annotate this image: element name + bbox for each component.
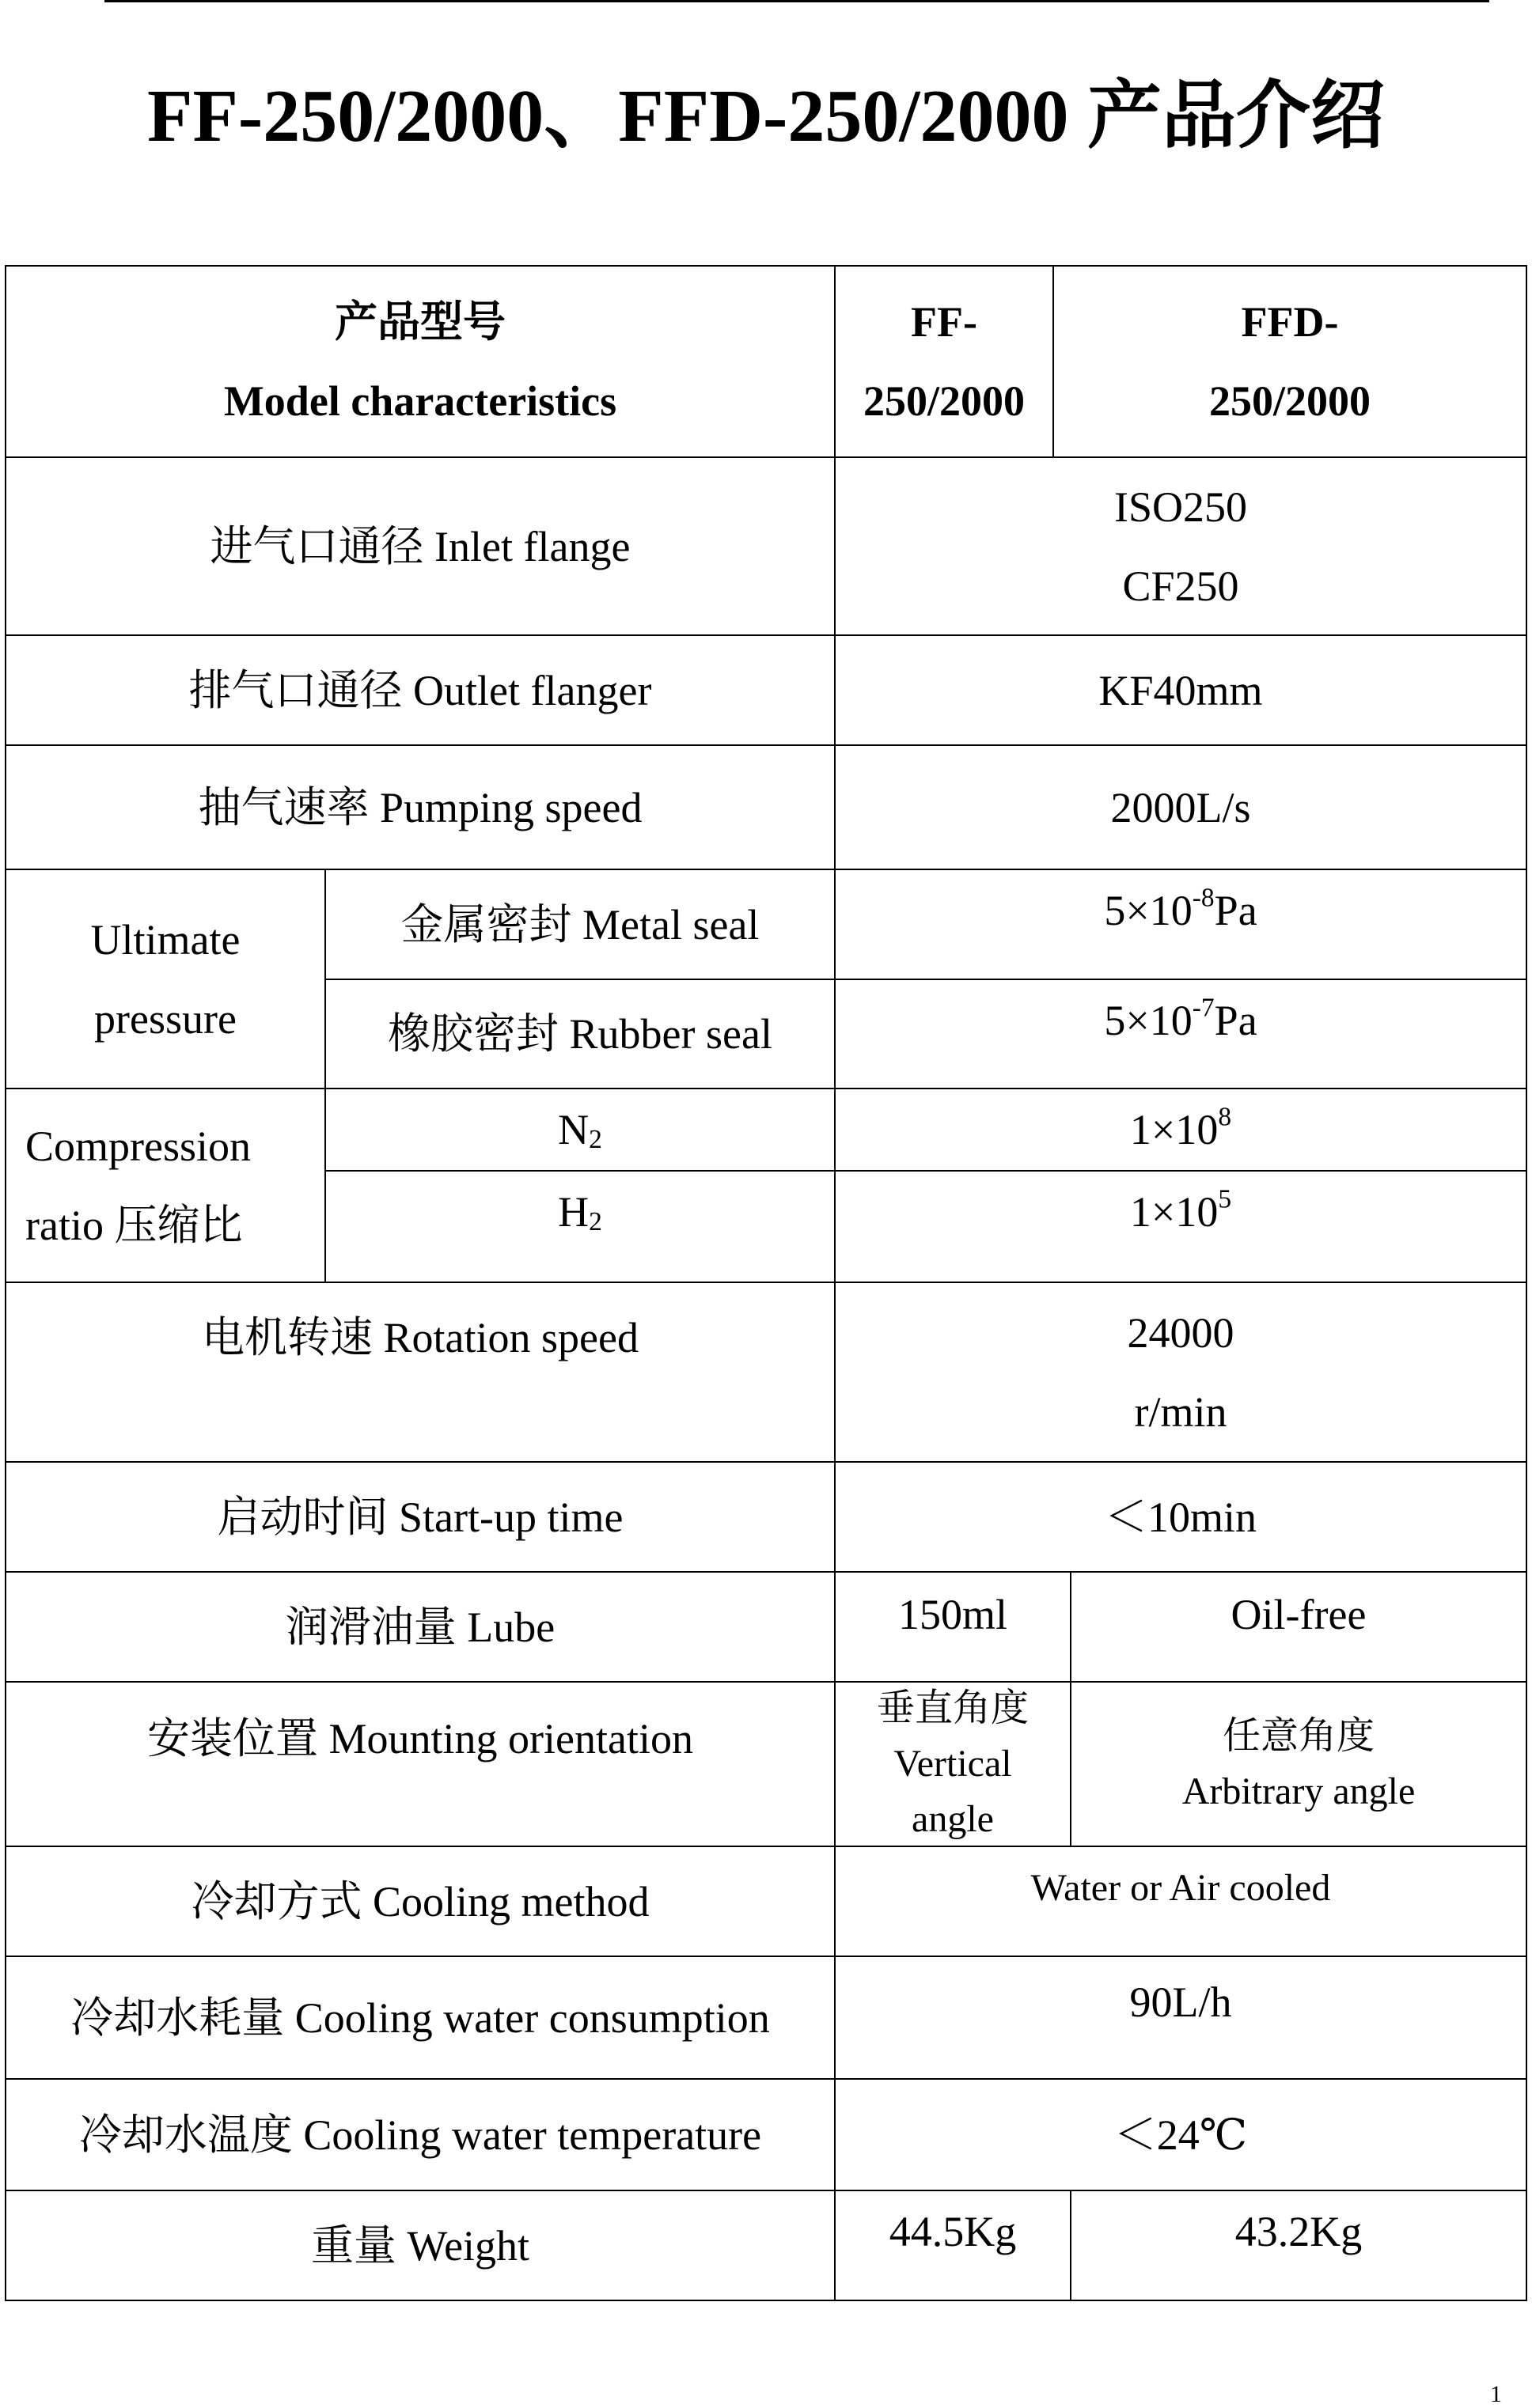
outlet-label: 排气口通径 Outlet flanger (5, 634, 836, 746)
header-label-en: Model characteristics (223, 377, 617, 425)
header-model-ffd: FFD- 250/2000 (1052, 265, 1527, 458)
top-rule (104, 0, 1489, 2)
water-temperature-label: 冷却水温度 Cooling water temperature (5, 2078, 836, 2191)
weight-value-ff: 44.5Kg (834, 2190, 1071, 2301)
pumping-speed-value: 2000L/s (834, 744, 1527, 870)
lube-value-ff: 150ml (834, 1571, 1071, 1683)
page-title: FF-250/2000、FFD-250/2000 产品介绍 (147, 75, 1385, 157)
water-consumption-value: 90L/h (834, 1956, 1527, 2080)
mounting-value-ff: 垂直角度 Vertical angle (834, 1681, 1071, 1847)
mounting-label: 安装位置 Mounting orientation (5, 1681, 836, 1847)
inlet-label: 进气口通径 Inlet flange (5, 456, 836, 636)
water-consumption-label: 冷却水耗量 Cooling water consumption (5, 1956, 836, 2080)
weight-value-ffd: 43.2Kg (1070, 2190, 1527, 2301)
metal-seal-label: 金属密封 Metal seal (324, 869, 836, 980)
lube-value-ffd: Oil-free (1070, 1571, 1527, 1683)
startup-time-value: ＜10min (834, 1461, 1527, 1573)
pumping-speed-label: 抽气速率 Pumping speed (5, 744, 836, 870)
inlet-value: ISO250 CF250 (834, 456, 1527, 636)
compression-ratio-label: Compression ratio 压缩比 (5, 1088, 326, 1283)
rotation-speed-label: 电机转速 Rotation speed (5, 1282, 836, 1463)
h2-value: $1\times 10^5$ (834, 1170, 1527, 1283)
metal-seal-value: $5\times 10^{-8}Pa$ (834, 869, 1527, 980)
header-model-label (5, 265, 836, 458)
outlet-value: KF40mm (834, 634, 1527, 746)
n2-value: $1\times 10^8$ (834, 1088, 1527, 1172)
h2-label: $H_2$ (324, 1170, 836, 1283)
weight-label: 重量 Weight (5, 2190, 836, 2301)
mounting-value-ffd: 任意角度 Arbitrary angle (1070, 1681, 1527, 1847)
startup-time-label: 启动时间 Start-up time (5, 1461, 836, 1573)
page-number: 1 (1490, 2381, 1502, 2407)
header-label-cn: 产品型号 (335, 298, 506, 346)
n2-label: $N_2$ (324, 1088, 836, 1172)
ultimate-pressure-label: Ultimate pressure (5, 869, 326, 1089)
cooling-method-label: 冷却方式 Cooling method (5, 1846, 836, 1957)
lube-label: 润滑油量 Lube (5, 1571, 836, 1683)
rubber-seal-label: 橡胶密封 Rubber seal (324, 979, 836, 1089)
water-temperature-value: ＜24℃ (834, 2078, 1527, 2191)
rubber-seal-value: $5\times 10^{-7}Pa$ (834, 979, 1527, 1089)
header-model-ff: FF- 250/2000 (834, 265, 1054, 458)
cooling-method-value: Water or Air cooled (834, 1846, 1527, 1957)
rotation-speed-value: 24000 r/min (834, 1282, 1527, 1463)
